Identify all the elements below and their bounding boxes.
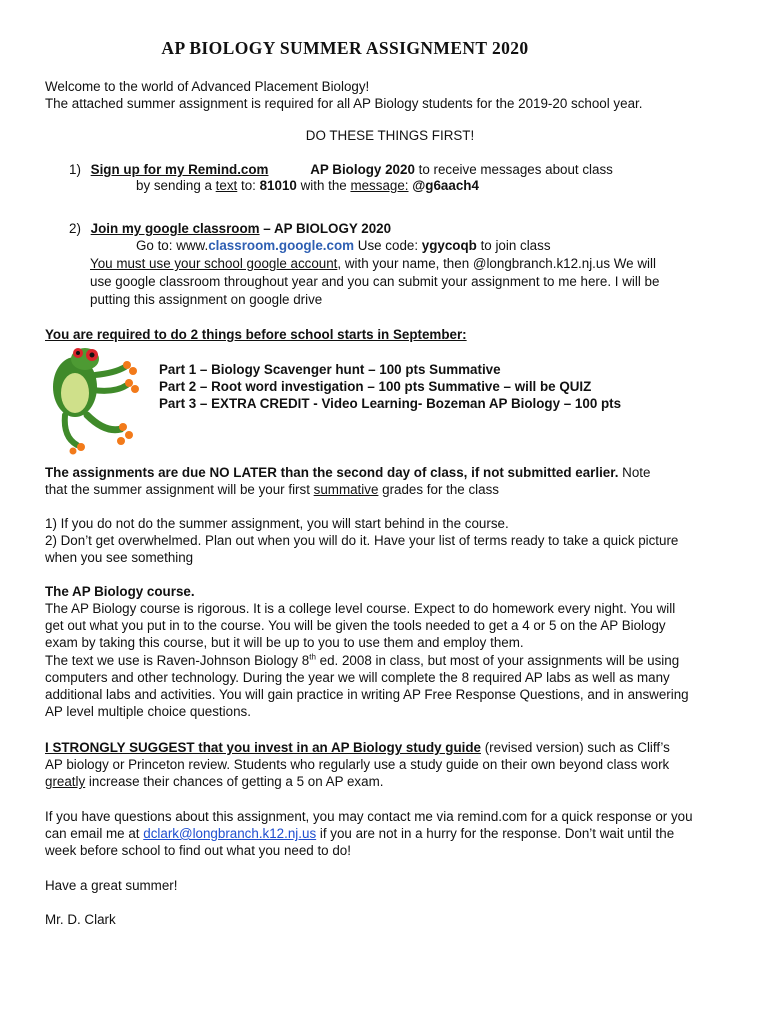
contact-text-a: can email me at (45, 826, 144, 841)
step1-line2 (136, 177, 479, 194)
account-rest: , with your name, then @longbranch.k12.nj.us We will (337, 256, 656, 271)
due-text-b: grades for the class (378, 482, 499, 497)
tip-3: when you see something (45, 550, 194, 565)
intro-line-2: The attached summer assignment is required for all AP Biology students for the 2019-20 school year. (45, 96, 643, 111)
step1-text-c: with the (296, 178, 351, 193)
course-line-3: exam by taking this course, but it will be up to you to use them and employ them. (45, 635, 524, 650)
course-line-2: get out what you put in to the course. You will be given the tools needed to get a 4 or 5 on the AP Biology (45, 618, 666, 633)
edition-superscript: th (309, 652, 316, 662)
remind-code: @g6aach4 (412, 178, 479, 193)
course-line-7: AP level multiple choice questions. (45, 704, 251, 719)
google-classroom-link[interactable]: Join my google classroom (90, 221, 260, 236)
suggest-bold: I STRONGLY SUGGEST that you invest in an AP Biology study guide (45, 740, 481, 755)
part-3: Part 3 – EXTRA CREDIT - Video Learning- Bozeman AP Biology – 100 pts (159, 396, 622, 411)
intro-line-1: Welcome to the world of Advanced Placement Biology! (45, 79, 370, 94)
step1-message-label: message: (350, 178, 409, 193)
due-bold: The assignments are due NO LATER than the second day of class, if not submitted earlier. (45, 465, 619, 480)
course-heading: The AP Biology course. (45, 584, 195, 599)
step1-text-word: text (215, 178, 238, 193)
page-title: AP BIOLOGY SUMMER ASSIGNMENT 2020 (161, 38, 529, 58)
remind-class-name: AP Biology 2020 (310, 162, 415, 177)
frog-illustration (45, 345, 145, 455)
due-note: Note (618, 465, 651, 480)
due-line-1 (45, 464, 650, 481)
due-line-2 (45, 481, 499, 498)
suggest-l3-rest: increase their chances of getting a 5 on AP exam. (85, 774, 384, 789)
step1-number: 1) (69, 162, 81, 177)
suggest-line-2: AP biology or Princeton review. Students who regularly use a study guide on their own beyond class work (45, 757, 670, 772)
course-line-6: additional labs and activities. You will gain practice in writing AP Free Response Questions, and in answering (45, 687, 689, 702)
course-line-5: computers and other technology. During the year we will complete the 8 required AP labs as well as many (45, 670, 670, 685)
contact-line-2 (45, 825, 674, 842)
step1-text-b: to: (237, 178, 260, 193)
tip-2: 2) Don’t get overwhelmed. Plan out when you will do it. Have your list of terms ready to take a quick picture (45, 533, 679, 548)
suggest-greatly: greatly (45, 774, 86, 789)
goto-text: Go to: www. (136, 238, 209, 253)
step2-number: 2) (69, 221, 81, 236)
required-heading: You are required to do 2 things before school starts in September: (45, 327, 467, 342)
contact-line-3: week before school to find out what you need to do! (45, 843, 351, 858)
join-class-text: to join class (476, 238, 551, 253)
step2-line1 (69, 220, 391, 237)
classroom-title: – AP BIOLOGY 2020 (259, 221, 392, 236)
email-link[interactable]: dclark@longbranch.k12.nj.us (143, 826, 317, 841)
use-code-text: Use code: (354, 238, 422, 253)
tip-1: 1) If you do not do the summer assignment, you will start behind in the course. (45, 516, 509, 531)
textbook-text: The text we use is Raven-Johnson Biology 8 (45, 653, 310, 668)
closing: Have a great summer! (45, 878, 178, 893)
contact-line-1: If you have questions about this assignment, you may contact me via remind.com for a quick response or you (45, 809, 693, 824)
step2-line3: use google classroom throughout year and you can submit your assignment to me here. I will be (90, 274, 660, 289)
step2-account-line (90, 255, 656, 272)
course-line-1: The AP Biology course is rigorous. It is a college level course. Expect to do homework every night. You will (45, 601, 676, 616)
textbook-rest: ed. 2008 in class, but most of your assignments will be using (315, 653, 680, 668)
part-2: Part 2 – Root word investigation – 100 pts Summative – will be QUIZ (159, 379, 592, 394)
step2-line4: putting this assignment on google drive (90, 292, 323, 307)
step1-line1 (69, 161, 613, 178)
first-heading: DO THESE THINGS FIRST! (305, 128, 475, 143)
remind-number: 81010 (259, 178, 297, 193)
step2-goto-line (136, 237, 551, 254)
due-text-a: that the summer assignment will be your first (45, 482, 314, 497)
remind-signup-link[interactable]: Sign up for my Remind.com (90, 162, 269, 177)
suggest-line-1 (45, 739, 670, 756)
contact-text-b: if you are not in a hurry for the response. Don’t wait until the (316, 826, 675, 841)
due-summative: summative (313, 482, 379, 497)
school-account-note: You must use your school google account (90, 256, 338, 271)
step1-text-a: by sending a (136, 178, 216, 193)
part-1: Part 1 – Biology Scavenger hunt – 100 pts Summative (159, 362, 501, 377)
classroom-domain[interactable]: classroom.google.com (208, 238, 355, 253)
suggest-rest: (revised version) such as Cliff’s (481, 740, 670, 755)
classroom-code: ygycoqb (421, 238, 477, 253)
course-line-4 (45, 652, 679, 669)
signature: Mr. D. Clark (45, 912, 116, 927)
step1-after-class: to receive messages about class (414, 162, 613, 177)
suggest-line-3 (45, 773, 383, 790)
